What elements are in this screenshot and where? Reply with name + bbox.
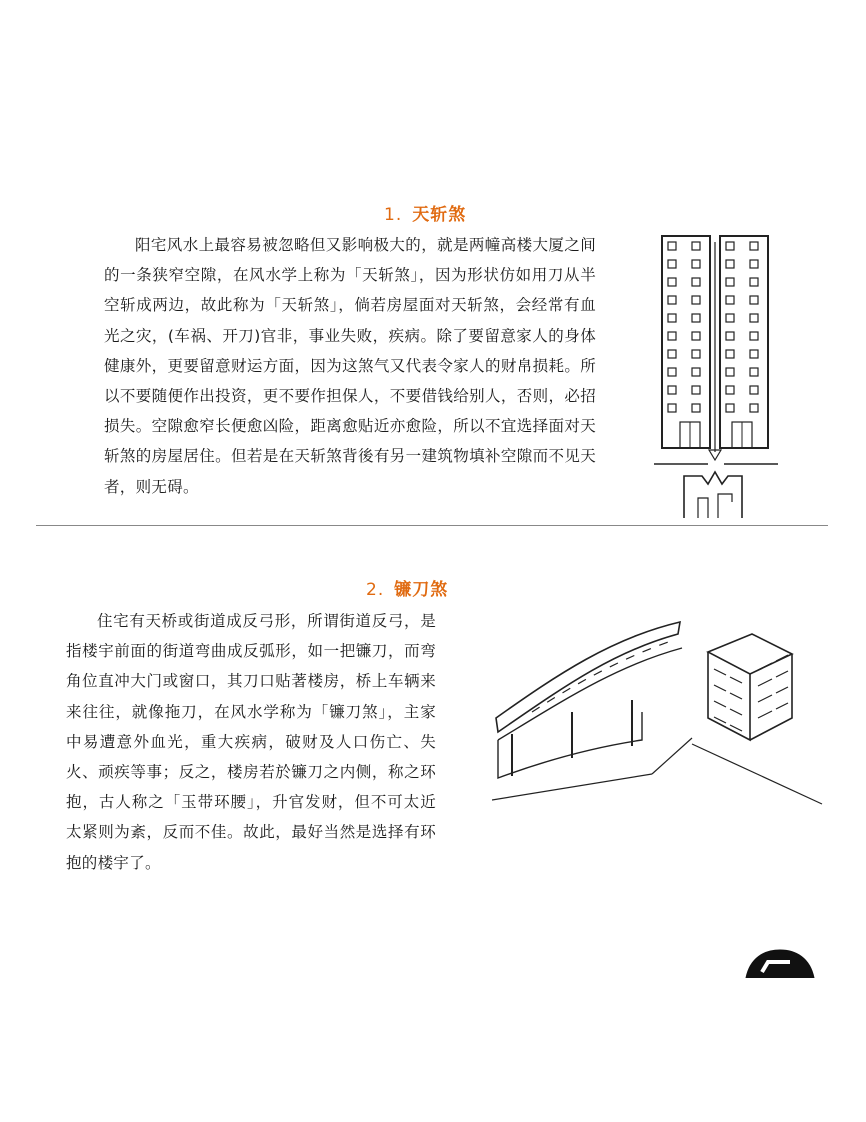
window-pane <box>750 332 758 340</box>
scan-artifact-shape <box>744 948 816 978</box>
building-window <box>758 679 772 686</box>
building-window <box>758 711 772 718</box>
window-pane <box>750 242 758 250</box>
window-pane <box>692 278 700 286</box>
window-pane <box>750 404 758 412</box>
window-pane <box>750 296 758 304</box>
twin-towers-drawing <box>652 232 782 522</box>
building-window <box>776 703 788 709</box>
window-pane <box>726 404 734 412</box>
window-pane <box>726 278 734 286</box>
window-pane <box>726 242 734 250</box>
window-pane <box>726 368 734 376</box>
section-1-paragraph: 阳宅风水上最容易被忽略但又影响极大的，就是两幢高楼大厦之间的一条狭窄空隙，在风水学上称为「天斩煞」，因为形状仿如用刀从半空斩成两边，故此称为「天斩煞」，倘若房屋面对天斩煞，会经常有血光之灾，(车祸、开刀)官非，事业失败，疾病。除了要留意家人的身体健康外，更要留意财运方面，因为这煞气又代表令家人的财帛损耗。所以不要随便作出投资，更不要作担保人，不要借钱给别人，否则，必招损失。空隙愈窄长便愈凶险，距离愈贴近亦愈险，所以不宜选择面对天斩煞的房屋居住。但若是在天斩煞背後有另一建筑物填补空隙而不见天者，则无碍。 <box>104 236 596 496</box>
building-window <box>776 687 788 693</box>
window-pane <box>668 242 676 250</box>
window-pane <box>668 386 676 394</box>
window-pane <box>750 368 758 376</box>
window-pane <box>668 278 676 286</box>
window-pane <box>668 260 676 268</box>
building-window <box>758 663 772 670</box>
window-pane <box>692 404 700 412</box>
window-pane <box>692 350 700 358</box>
window-pane <box>750 350 758 358</box>
building-window <box>714 685 726 691</box>
window-pane <box>692 386 700 394</box>
window-pane <box>726 332 734 340</box>
building-window <box>776 655 788 661</box>
window-pane <box>726 260 734 268</box>
sickle-road-illustration <box>492 608 828 808</box>
building-window <box>714 669 726 675</box>
window-pane <box>668 368 676 376</box>
section-1-heading: 天斩煞 <box>412 205 467 225</box>
section-2-title <box>366 575 448 600</box>
window-pane <box>668 296 676 304</box>
window-pane <box>668 404 676 412</box>
window-pane <box>750 260 758 268</box>
twin-towers-illustration <box>652 232 782 522</box>
window-pane <box>750 386 758 394</box>
window-pane <box>750 314 758 322</box>
building-window <box>776 671 788 677</box>
window-pane <box>692 332 700 340</box>
building-window <box>714 701 726 707</box>
curved-overpass-drawing <box>492 608 828 808</box>
window-pane <box>750 278 758 286</box>
section-divider <box>36 525 828 526</box>
window-pane <box>692 260 700 268</box>
building-window <box>730 677 742 683</box>
section-2-number: 2. <box>366 580 385 600</box>
window-pane <box>726 296 734 304</box>
window-pane <box>692 368 700 376</box>
section-2-paragraph: 住宅有天桥或街道成反弓形，所谓街道反弓，是指楼宇前面的街道弯曲成反弧形，如一把镰刀，而弯角位直冲大门或窗口，其刀口贴著楼房，桥上车辆来来往往，就像拖刀，在风水学称为「镰刀煞」，主家中易遭意外血光，重大疾病，破财及人口伤亡、失火、顽疾等事；反之，楼房若於镰刀之内侧，称之环抱，古人称之「玉带环腰」，升官发财，但不可太近太紧则为紊，反而不佳。故此，最好当然是选择有环抱的楼宇了。 <box>66 612 436 872</box>
window-pane <box>726 386 734 394</box>
building-window <box>730 693 742 699</box>
window-pane <box>668 314 676 322</box>
section-2-heading: 镰刀煞 <box>394 580 449 600</box>
window-pane <box>692 296 700 304</box>
section-1-number: 1. <box>384 205 403 225</box>
window-pane <box>668 332 676 340</box>
building-window <box>730 709 742 715</box>
section-1-title <box>384 200 466 225</box>
building-window <box>758 695 772 702</box>
window-pane <box>692 314 700 322</box>
window-pane <box>692 242 700 250</box>
window-pane <box>726 314 734 322</box>
window-pane <box>668 350 676 358</box>
window-pane <box>726 350 734 358</box>
